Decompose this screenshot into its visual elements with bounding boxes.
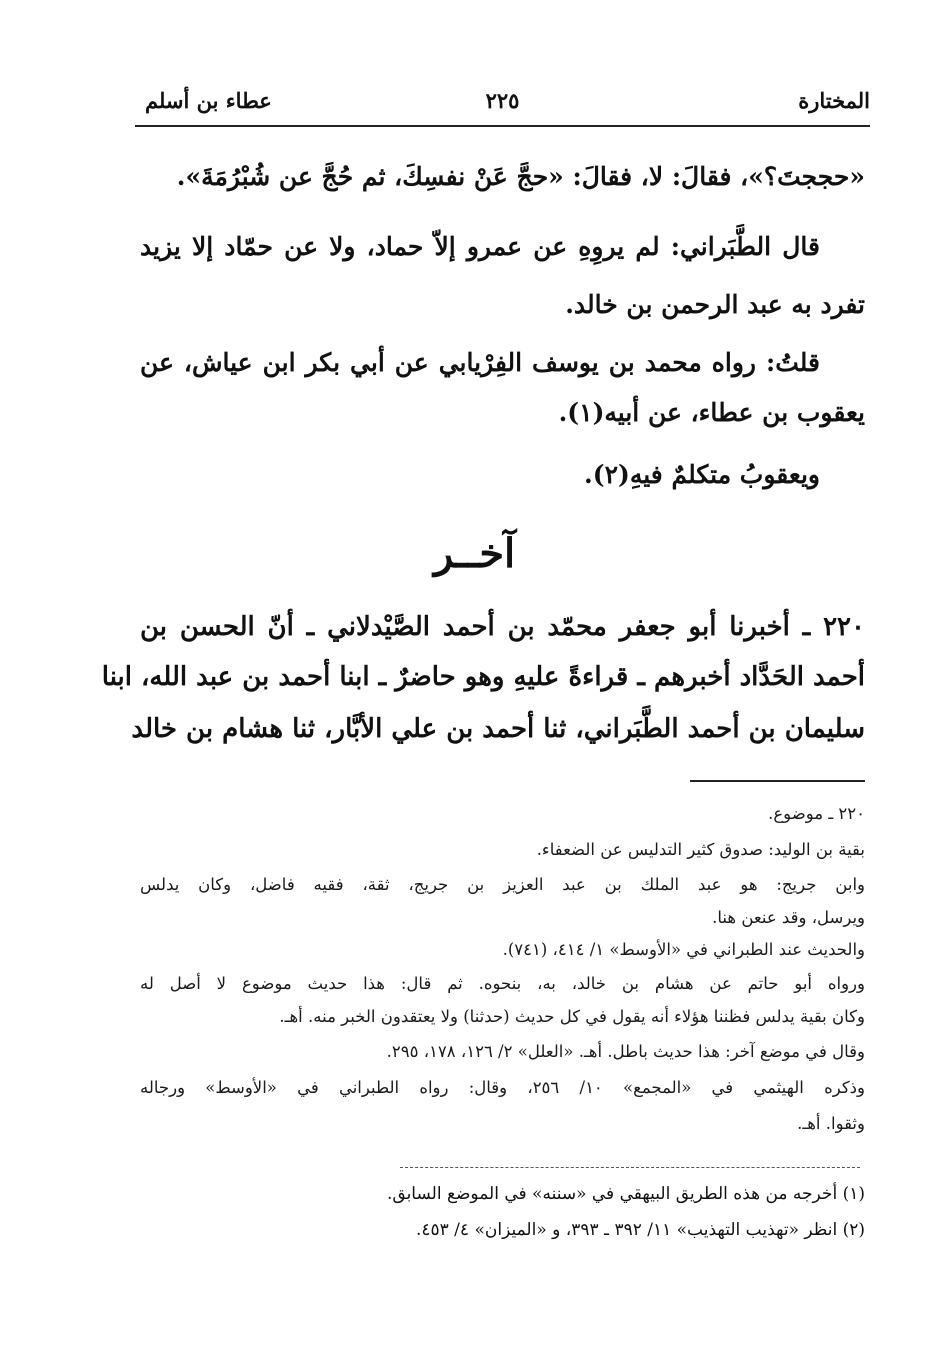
commentary-line-4: ويرسل، وقد عنعن هنا.	[712, 908, 865, 927]
hadith-line-3: سليمان بن أحمد الطَّبَراني، ثنا أحمد بن علي الأبَّار، ثنا هشام بن خالد	[131, 714, 865, 744]
header-book-title: المختارة	[798, 88, 870, 113]
commentary-line-1: ٢٢٠ ـ موضوع.	[768, 804, 865, 823]
header-chapter-title: عطاء بن أسلم	[145, 88, 272, 113]
commentary-line-2: بقية بن الوليد: صدوق كثير التدليس عن الضعفاء.	[536, 840, 865, 859]
body-line-1: «حججتَ؟»، فقالَ: لا، فقالَ: «حجَّ عَنْ نفسِكَ، ثم حُجَّ عن شُبْرُمَةَ».	[176, 162, 865, 191]
running-header	[135, 88, 870, 128]
commentary-line-9: وذكره الهيثمي في «المجمع» ١٠/ ٢٥٦، وقال: رواه الطبراني في «الأوسط» ورجاله	[140, 1078, 865, 1097]
hadith-line-1: ٢٢٠ ـ أخبرنا أبو جعفر محمّد بن أحمد الصَّيْدلاني ـ أنّ الحسن بن	[140, 612, 865, 642]
body-line-3: تفرد به عبد الرحمن بن خالد.	[565, 290, 865, 319]
commentary-line-8: وقال في موضع آخر: هذا حديث باطل. أهـ. «العلل» ٢/ ١٢٦، ١٧٨، ٢٩٥.	[386, 1042, 865, 1061]
footnote-separator	[400, 1167, 860, 1168]
body-line-6: ويعقوبُ متكلمٌ فيهِ(٢).	[584, 460, 820, 489]
header-rule	[135, 125, 870, 127]
commentary-line-7: وكان بقية يدلس فظننا هؤلاء أنه يقول في كل حديث (حدثنا) ولا يعتقدون الخبر منه. أهـ.	[279, 1007, 865, 1026]
page-number: ٢٢٥	[485, 88, 520, 113]
footnote-2: (٢) انظر «تهذيب التهذيب» ١١/ ٣٩٢ ـ ٣٩٣، و «الميزان» ٤/ ٤٥٣.	[415, 1220, 865, 1240]
commentary-line-5: والحديث عند الطبراني في «الأوسط» ١/ ٤١٤، (٧٤١).	[502, 940, 865, 959]
body-line-4: قلتُ: رواه محمد بن يوسف الفِرْيابي عن أبي بكر ابن عياش، عن	[140, 348, 820, 377]
body-line-5: يعقوب بن عطاء، عن أبيه(١).	[558, 398, 865, 427]
commentary-line-3: وابن جريج: هو عبد الملك بن عبد العزيز بن جريج، ثقة، فقيه فاضل، وكان يدلس	[140, 875, 865, 894]
hadith-line-2: أحمد الحَدَّاد أخبرهم ـ قراءةً عليهِ وهو حاضرٌ ـ ابنا أحمد بن عبد الله، ابنا	[101, 662, 865, 692]
commentary-rule	[690, 780, 865, 782]
footnote-1: (١) أخرجه من هذه الطريق البيهقي في «سننه» في الموضع السابق.	[386, 1184, 865, 1204]
commentary-line-6: ورواه أبو حاتم عن هشام بن خالد، به، بنحوه. ثم قال: هذا حديث موضوع لا أصل له	[140, 974, 865, 993]
body-line-2: قال الطَّبَراني: لم يروِهِ عن عمرو إلاّ حماد، ولا عن حمّاد إلا يزيد	[140, 232, 820, 261]
commentary-line-10: وثقوا. أهـ.	[797, 1114, 865, 1133]
section-heading: آخــر	[433, 530, 516, 577]
